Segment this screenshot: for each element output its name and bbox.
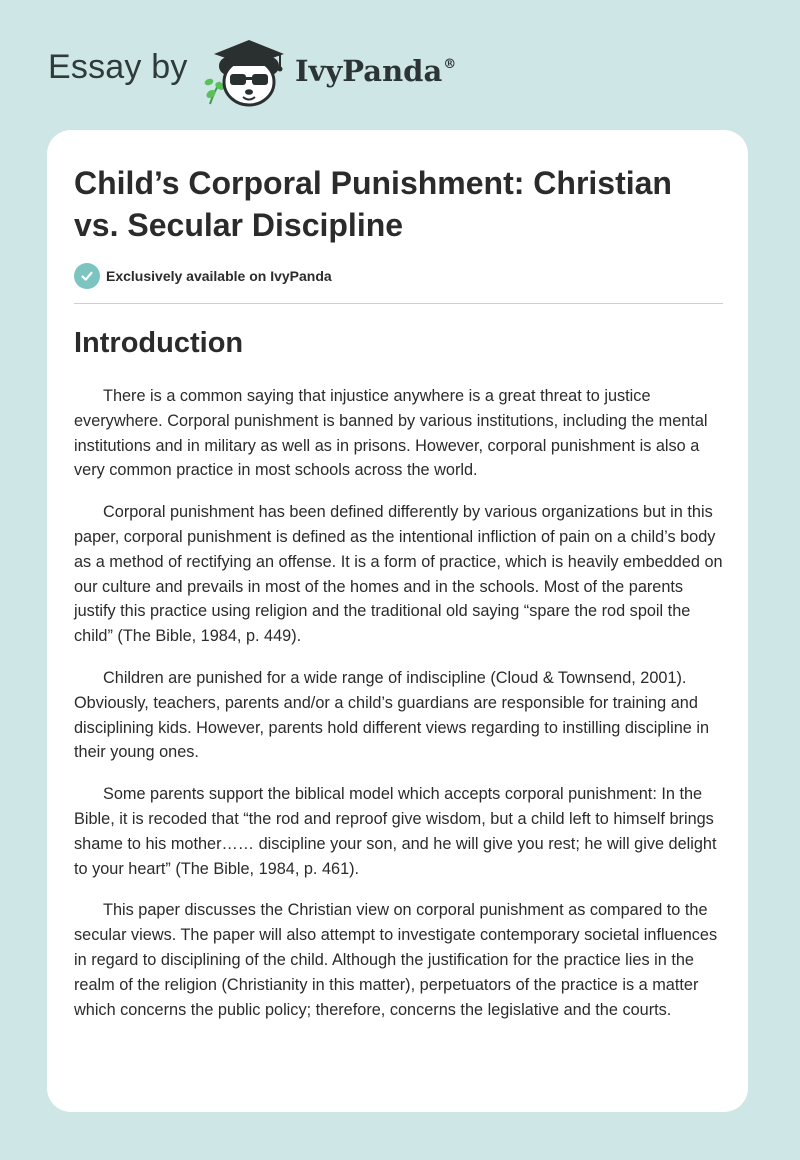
paragraph: This paper discusses the Christian view on corporal punishment as compared to the secular views. The paper will also attempt to investigate contemporary societal influences in regard to disciplining of the child. Although the justification for the practice lies in the realm of the religion (Christianity in this matter), perpetuators of the practice is a matter which concerns the public policy; therefore, concerns the legislative and the courts. — [74, 901, 718, 1019]
paragraph: Some parents support the biblical model which accepts corporal punishment: In the Bible, it is recoded that “the rod and reproof give wisdom, but a child left to himself brings shame to his mother…… discipline your son, and he will give you rest; he will give delight to your heart” (The Bible, 1984, p. 461). — [74, 785, 717, 878]
exclusive-badge — [74, 263, 332, 289]
brand-name[interactable]: IvyPanda® — [295, 54, 457, 88]
paragraph: Corporal punishment has been defined differently by various organizations but in this paper, corporal punishment is defined as the intentional infliction of pain on a child’s body as a method of rectifying an offense. It is a form of practice, which is heavily embedded on our culture and prevails in most of the homes and in the schools. Most of the parents justify this practice using religion and the traditional old saying “spare the rod spoil the child” (The Bible, 1984, p. 449). — [74, 503, 723, 646]
paragraph: Children are punished for a wide range of indiscipline (Cloud & Townsend, 2001). Obviously, teachers, parents and/or a child’s guardians are responsible for training and disciplining kids. However, parents hold different views regarding to instilling discipline in their young ones. — [74, 668, 709, 762]
check-circle-icon — [74, 263, 100, 289]
article-body — [74, 384, 724, 1039]
paragraph: There is a common saying that injustice anywhere is a great threat to justice everywhere. Corporal punishment is banned by various institutions, including the mental institutions and in military as well as in prisons. However, corporal punishment is also a very common practice in most schools across the world. — [74, 387, 708, 480]
article-title: Child’s Corporal Punishment: Christian vs. Secular Discipline — [74, 165, 672, 243]
exclusive-badge-label: Exclusively available on IvyPanda — [106, 268, 332, 284]
registered-mark: ® — [443, 57, 457, 73]
essay-by-label: Essay by — [48, 48, 188, 86]
section-heading: Introduction — [74, 327, 244, 359]
panda-logo-icon[interactable] — [200, 34, 290, 110]
title-divider — [74, 303, 723, 304]
site-header — [48, 34, 748, 106]
article-card — [47, 130, 748, 1112]
